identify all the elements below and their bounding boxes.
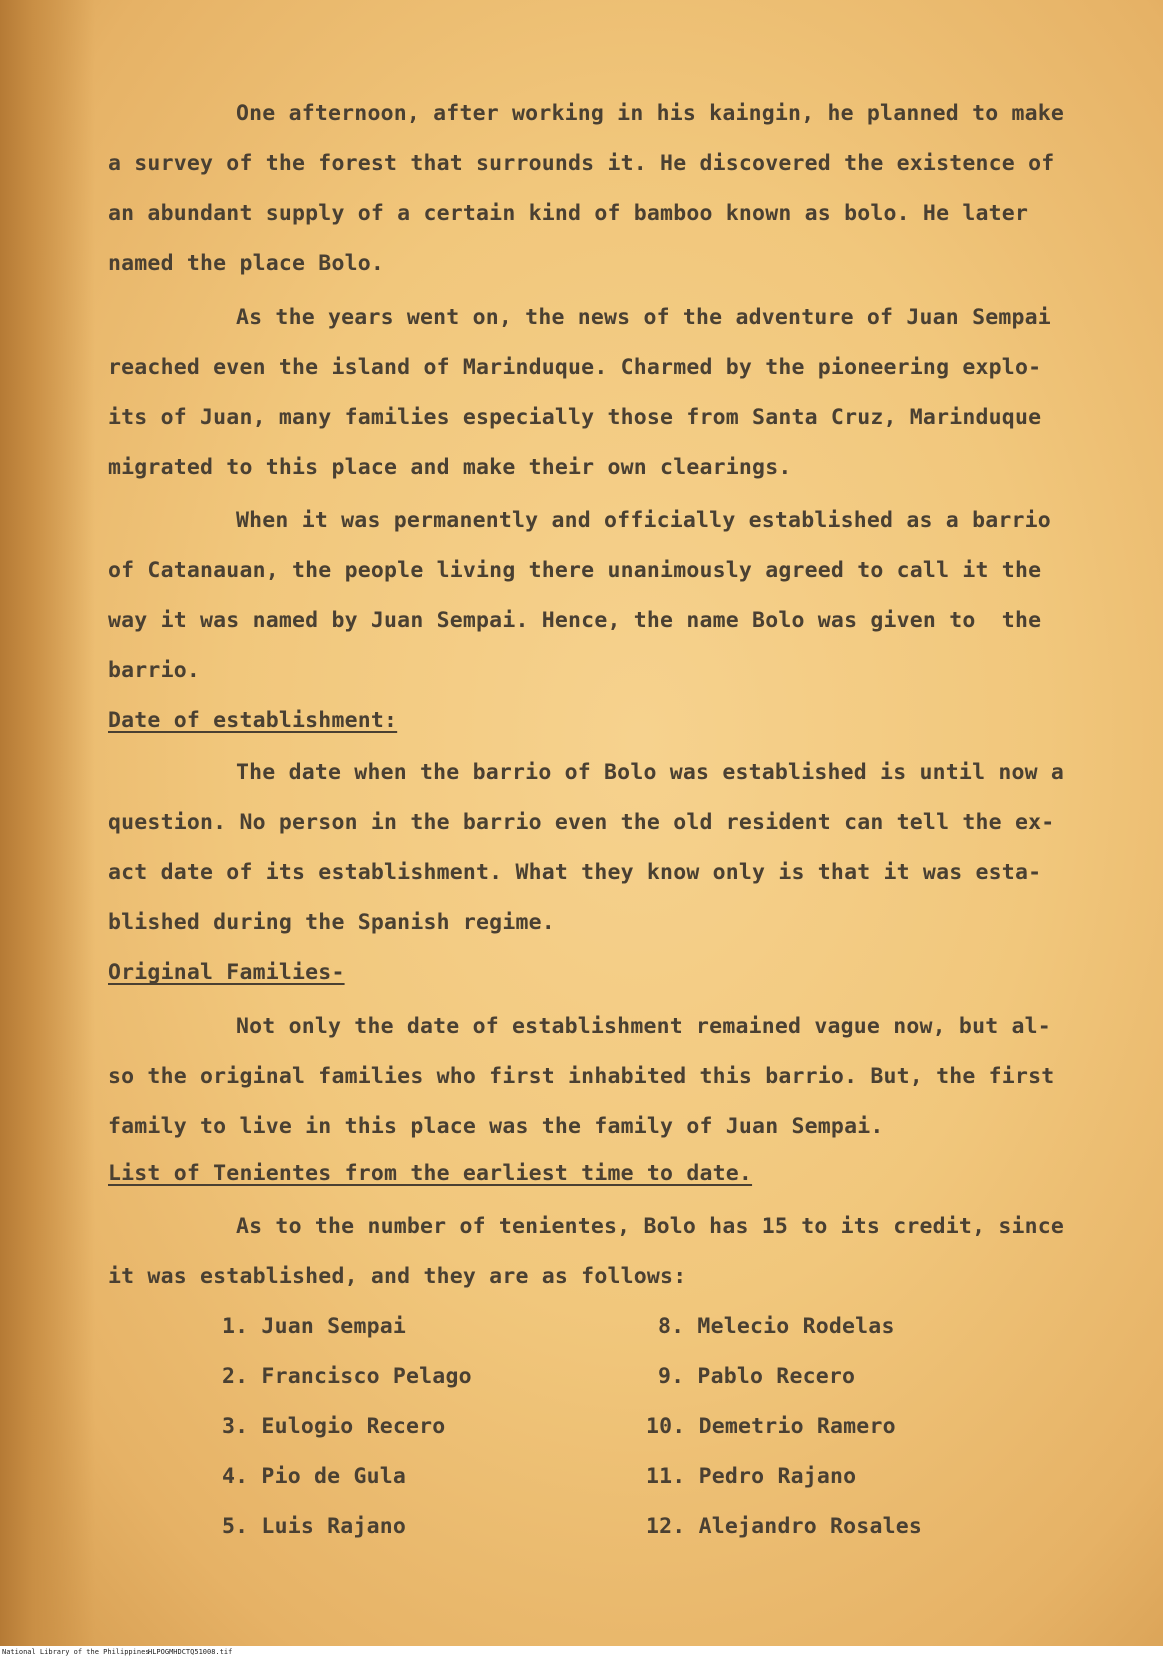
teniente-list-item: 2. Francisco Pelago bbox=[222, 1364, 472, 1389]
teniente-list-item: 5. Luis Rajano bbox=[222, 1514, 407, 1539]
heading-original-families: Original Families- bbox=[108, 960, 345, 985]
paragraph-1-line-1: One afternoon, after working in his kaingin, he planned to make bbox=[236, 101, 1065, 126]
teniente-list-item: 4. Pio de Gula bbox=[222, 1464, 407, 1489]
paragraph-4-line-3: act date of its establishment. What they know only is that it was esta- bbox=[108, 860, 1042, 885]
teniente-list-item: 10. Demetrio Ramero bbox=[646, 1414, 896, 1439]
paragraph-4-line-1: The date when the barrio of Bolo was established is until now a bbox=[236, 760, 1065, 785]
teniente-list-item: 8. Melecio Rodelas bbox=[658, 1314, 895, 1339]
paragraph-2-line-1: As the years went on, the news of the adventure of Juan Sempai bbox=[236, 305, 1051, 330]
paragraph-5-line-2: so the original families who first inhabited this barrio. But, the first bbox=[108, 1064, 1055, 1089]
paragraph-4-line-2: question. No person in the barrio even the old resident can tell the ex- bbox=[108, 810, 1055, 835]
paragraph-3-line-1: When it was permanently and officially established as a barrio bbox=[236, 508, 1051, 533]
paragraph-1-line-3: an abundant supply of a certain kind of bamboo known as bolo. He later bbox=[108, 201, 1029, 226]
paragraph-6-line-1: As to the number of tenientes, Bolo has 15 to its credit, since bbox=[236, 1214, 1065, 1239]
paragraph-1-line-2: a survey of the forest that surrounds it. He discovered the existence of bbox=[108, 151, 1055, 176]
paragraph-5-line-3: family to live in this place was the family of Juan Sempai. bbox=[108, 1114, 884, 1139]
heading-list-of-tenientes: List of Tenientes from the earliest time to date. bbox=[108, 1161, 753, 1186]
footer-library-name: National Library of the Philippines bbox=[2, 1648, 150, 1656]
teniente-list-item: 11. Pedro Rajano bbox=[646, 1464, 857, 1489]
heading-date-of-establishment: Date of establishment: bbox=[108, 708, 398, 733]
teniente-list-item: 12. Alejandro Rosales bbox=[646, 1514, 923, 1539]
paragraph-6-line-2: it was established, and they are as follows: bbox=[108, 1264, 687, 1289]
paragraph-3-line-3: way it was named by Juan Sempai. Hence, the name Bolo was given to the bbox=[108, 608, 1042, 633]
teniente-list-item: 3. Eulogio Recero bbox=[222, 1414, 446, 1439]
paragraph-3-line-4: barrio. bbox=[108, 658, 201, 683]
paragraph-2-line-3: its of Juan, many families especially those from Santa Cruz, Marinduque bbox=[108, 405, 1042, 430]
paragraph-2-line-2: reached even the island of Marinduque. Charmed by the pioneering explo- bbox=[108, 355, 1042, 380]
paragraph-2-line-4: migrated to this place and make their own clearings. bbox=[108, 455, 792, 480]
paragraph-3-line-2: of Catanauan, the people living there unanimously agreed to call it the bbox=[108, 558, 1042, 583]
paragraph-4-line-4: blished during the Spanish regime. bbox=[108, 910, 555, 935]
teniente-list-item: 1. Juan Sempai bbox=[222, 1314, 407, 1339]
footer-file-id: HLPOGMHDCTQ51008.tif bbox=[148, 1648, 233, 1656]
paragraph-5-line-1: Not only the date of establishment remained vague now, but al- bbox=[236, 1014, 1051, 1039]
paragraph-1-line-4: named the place Bolo. bbox=[108, 251, 385, 276]
teniente-list-item: 9. Pablo Recero bbox=[658, 1364, 856, 1389]
scan-footer bbox=[0, 1646, 1163, 1658]
